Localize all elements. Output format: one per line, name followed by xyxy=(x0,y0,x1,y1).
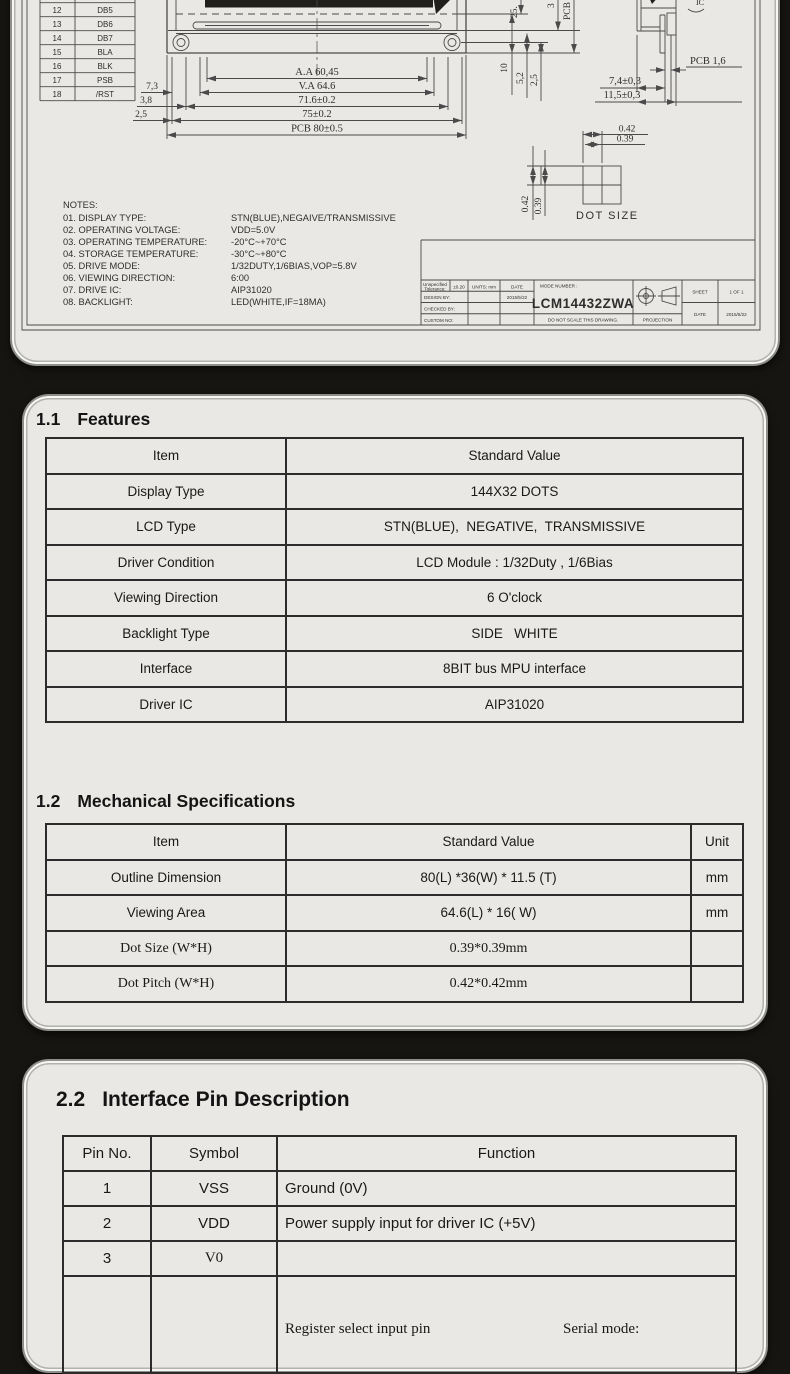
projection-label: PROJECTION xyxy=(642,317,673,323)
cell-item: LCD Type xyxy=(46,509,286,545)
cell-unit: mm xyxy=(691,895,743,931)
pin-label: BLA xyxy=(97,48,113,57)
column-header-unit: Unit xyxy=(691,824,743,860)
no-scale-note: DO NOT SCALE THIS DRAWING. xyxy=(547,317,619,323)
column-header-standard-value: Standard Value xyxy=(286,824,691,860)
table-row xyxy=(46,931,743,967)
cell-item: Viewing Direction xyxy=(46,580,286,616)
cell-value: LCD Module : 1/32Duty , 1/6Bias xyxy=(286,545,743,581)
column-header-symbol: Symbol xyxy=(151,1136,277,1171)
ic-label: IC xyxy=(696,0,704,7)
column-header-item: Item xyxy=(46,824,286,860)
features-heading xyxy=(36,409,150,430)
table-header-row xyxy=(46,824,743,860)
cell-item: Dot Size (W*H) xyxy=(46,931,286,967)
column-header-standard-value: Standard Value xyxy=(286,438,743,474)
cell-unit xyxy=(691,931,743,967)
cell-function xyxy=(277,1276,736,1373)
cell-item: Backlight Type xyxy=(46,616,286,652)
function-text-left: Register select input pin xyxy=(285,1321,431,1337)
note-label: 02. OPERATING VOLTAGE: xyxy=(63,225,181,235)
table-row xyxy=(46,545,743,581)
cell-function: Power supply input for driver IC (+5V) xyxy=(277,1206,736,1241)
cell-item: Dot Pitch (W*H) xyxy=(46,966,286,1002)
pin-label: /RST xyxy=(95,90,115,99)
table-row xyxy=(46,509,743,545)
cell-pin-no: 2 xyxy=(63,1206,151,1241)
features-heading-number: 1.1 xyxy=(36,409,61,429)
table-row xyxy=(46,474,743,510)
dot-size-h: 0.39 xyxy=(534,197,544,215)
sheet-value: 1 OF 1 xyxy=(729,289,744,295)
tolerance-label-2: Tolerance: xyxy=(424,286,446,292)
title-block xyxy=(421,240,755,325)
cell-symbol: VSS xyxy=(151,1171,277,1206)
cell-item: Display Type xyxy=(46,474,286,510)
pins-heading-title: Interface Pin Description xyxy=(102,1088,350,1111)
cell-item: Driver IC xyxy=(46,687,286,723)
note-value: AIP31020 xyxy=(231,285,272,295)
note-value: 6:00 xyxy=(231,273,250,283)
mechanical-table xyxy=(45,823,744,1003)
cell-value: AIP31020 xyxy=(286,687,743,723)
tolerance-label-1: Unspecified xyxy=(422,282,448,287)
features-table xyxy=(45,437,744,723)
note-value: VDD=5.0V xyxy=(231,225,276,235)
notes-title: NOTES: xyxy=(63,200,98,210)
units-label: UNITS: mm xyxy=(472,284,496,290)
cell-symbol: VDD xyxy=(151,1206,277,1241)
cell-pin-no: 1 xyxy=(63,1171,151,1206)
note-value: 1/32DUTY,1/6BIAS,VOP=5.8V xyxy=(231,261,357,271)
cell-item: Viewing Area xyxy=(46,895,286,931)
pin-number: 16 xyxy=(52,62,62,71)
pin-number: 13 xyxy=(52,20,62,29)
table-row xyxy=(46,860,743,896)
dim-75: 75±0.2 xyxy=(302,109,332,120)
note-label: 08. BACKLIGHT: xyxy=(63,297,133,307)
cell-function xyxy=(277,1241,736,1276)
dim-2-5-vert: 2,5 xyxy=(530,74,540,86)
projection-icon xyxy=(636,286,680,306)
pin-number: 15 xyxy=(52,48,62,57)
pin-description-table xyxy=(62,1135,737,1374)
table-row xyxy=(63,1241,736,1276)
pins-heading-number: 2.2 xyxy=(56,1088,86,1111)
cell-value: 64.6(L) * 16( W) xyxy=(286,895,691,931)
note-label: 07. DRIVE IC: xyxy=(63,285,122,295)
side-view xyxy=(595,0,742,106)
table-header-row xyxy=(46,438,743,474)
date2-label: DATE xyxy=(694,312,706,317)
design-date-value: 2015/5/22 xyxy=(506,295,528,300)
notes-block xyxy=(63,200,396,307)
function-text-right: Serial mode: xyxy=(563,1321,640,1337)
cell-value: 80(L) *36(W) * 11.5 (T) xyxy=(286,860,691,896)
dim-71-6: 71.6±0.2 xyxy=(298,95,336,106)
dim-7-3: 7,3 xyxy=(146,82,158,92)
features-heading-title: Features xyxy=(77,409,151,429)
column-header-function: Function xyxy=(277,1136,736,1171)
table-row xyxy=(46,580,743,616)
mechanical-heading-number: 1.2 xyxy=(36,791,61,811)
note-value: -30°C~+80°C xyxy=(231,249,287,259)
cell-unit: mm xyxy=(691,860,743,896)
dim-partial-pcb: PCB xyxy=(563,2,573,20)
table-row xyxy=(46,616,743,652)
note-label: 04. STORAGE TEMPERATURE: xyxy=(63,249,199,259)
dim-partial-25: 25. xyxy=(510,6,520,18)
cell-value: SIDE WHITE xyxy=(286,616,743,652)
table-header-row xyxy=(63,1136,736,1171)
table-row xyxy=(46,966,743,1002)
dim-3-8: 3,8 xyxy=(140,96,152,106)
dot-pitch-h: 0.42 xyxy=(521,195,531,213)
cell-item: Outline Dimension xyxy=(46,860,286,896)
tolerance-value: ±0.20 xyxy=(453,284,465,290)
pin-number: 18 xyxy=(52,90,62,99)
date-label: DATE xyxy=(511,284,523,290)
dim-active-area: A.A 60,45 xyxy=(295,67,339,78)
cell-pin-no: 3 xyxy=(63,1241,151,1276)
cell-value: 6 O'clock xyxy=(286,580,743,616)
cell-value: 144X32 DOTS xyxy=(286,474,743,510)
dim-pcb-1-6: PCB 1,6 xyxy=(690,56,726,67)
note-label: 06. VIEWING DIRECTION: xyxy=(63,273,176,283)
pin-number: 17 xyxy=(52,76,62,85)
pin-label: PSB xyxy=(96,76,114,85)
pins-heading xyxy=(56,1088,350,1112)
pin-label: DB5 xyxy=(97,6,113,15)
table-row-partial xyxy=(63,1276,736,1373)
column-header-item: Item xyxy=(46,438,286,474)
table-row xyxy=(63,1171,736,1206)
dot-size-detail xyxy=(521,125,648,223)
dot-size-w: 0.39 xyxy=(616,134,634,145)
pin-number: 14 xyxy=(52,34,62,43)
table-row xyxy=(46,687,743,723)
pin-connection-table xyxy=(40,0,135,101)
dim-partial-3: 3 xyxy=(547,3,557,8)
design-by-label: DESIGN BY: xyxy=(424,295,451,300)
column-header-pin-no: Pin No. xyxy=(63,1136,151,1171)
pin-label: BLK xyxy=(97,62,113,71)
dim-2-5: 2,5 xyxy=(135,110,147,120)
mode-number-label: MODE NUMBER : xyxy=(540,283,578,289)
note-value: -20°C~+70°C xyxy=(231,237,287,247)
cell-symbol xyxy=(151,1276,277,1373)
pin-label: DB6 xyxy=(97,20,113,29)
dot-pitch-w: 0.42 xyxy=(618,124,636,135)
cell-item: Interface xyxy=(46,651,286,687)
note-label: 05. DRIVE MODE: xyxy=(63,261,140,271)
table-row xyxy=(46,895,743,931)
note-label: 01. DISPLAY TYPE: xyxy=(63,213,147,223)
note-value: STN(BLUE),NEGAIVE/TRANSMISSIVE xyxy=(231,213,396,223)
dim-11-5: 11,5±0,3 xyxy=(603,90,641,101)
cell-value: STN(BLUE), NEGATIVE, TRANSMISSIVE xyxy=(286,509,743,545)
pin-label: DB7 xyxy=(97,34,113,43)
cell-function: Ground (0V) xyxy=(277,1171,736,1206)
dim-viewing-area: V.A 64.6 xyxy=(298,81,336,92)
table-row xyxy=(46,651,743,687)
dim-pcb-80: PCB 80±0.5 xyxy=(291,123,343,135)
vertical-dimensions xyxy=(457,0,580,101)
cell-unit xyxy=(691,966,743,1002)
date2-value: 2015/5/22 xyxy=(726,312,747,317)
sheet-label: SHEET xyxy=(692,289,708,295)
cell-item: Driver Condition xyxy=(46,545,286,581)
dim-10: 10 xyxy=(500,63,510,73)
mechanical-heading-title: Mechanical Specifications xyxy=(77,791,296,811)
table-row xyxy=(63,1206,736,1241)
front-dimensions xyxy=(133,55,466,139)
cell-symbol: V0 xyxy=(151,1241,277,1276)
custom-no-label: CUSTOM NO: xyxy=(424,318,454,323)
cell-value: 0.42*0.42mm xyxy=(286,966,691,1002)
pin-number: 12 xyxy=(52,6,62,15)
engineering-drawing xyxy=(0,0,790,363)
dim-7-4: 7,4±0,3 xyxy=(608,76,642,87)
note-label: 03. OPERATING TEMPERATURE: xyxy=(63,237,208,247)
dot-size-label: DOT SIZE xyxy=(576,210,639,222)
cell-value: 0.39*0.39mm xyxy=(286,931,691,967)
checked-by-label: CHECKED BY: xyxy=(424,306,455,312)
mechanical-heading xyxy=(36,791,295,812)
note-value: LED(WHITE,IF=18MA) xyxy=(231,297,326,307)
dim-5-2: 5,2 xyxy=(516,72,526,84)
model-number: LCM14432ZWA xyxy=(531,296,635,311)
cell-pin-no xyxy=(63,1276,151,1373)
cell-value: 8BIT bus MPU interface xyxy=(286,651,743,687)
